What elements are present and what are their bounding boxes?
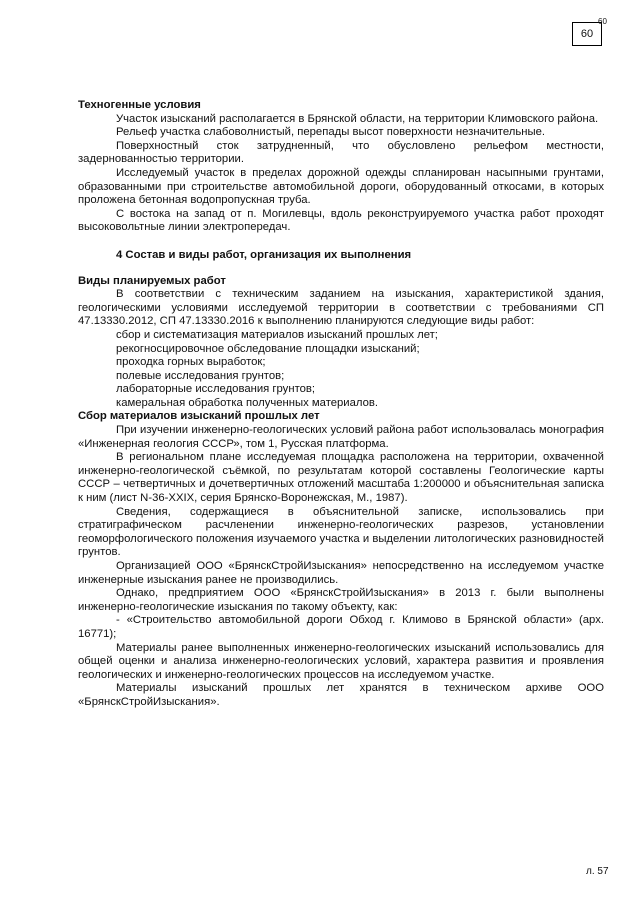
- page-number-box: 60: [572, 22, 602, 46]
- paragraph: Организацией ООО «БрянскСтройИзыскания» непосредственно на исследуемом участке инженерные изыскания ранее не производились.: [78, 560, 604, 586]
- paragraph: Участок изысканий располагается в Брянской области, на территории Климовского района.: [116, 112, 599, 125]
- paragraph: Материалы ранее выполненных инженерно-геологических изысканий использовались для общей оценки и анализа инженерно-геологических условий, характера развития и проявления геологических и инженерно-геологических процессов на исследуемом участке.: [78, 641, 604, 681]
- paragraph: Поверхностный сток затрудненный, что обусловлено рельефом местности, задернованностью территории.: [78, 139, 604, 166]
- paragraph: Материалы изысканий прошлых лет хранятся в техническом архиве ООО «БрянскСтройИзыскания».: [78, 682, 604, 708]
- list-item: полевые исследования грунтов;: [116, 369, 285, 382]
- list-item: сбор и систематизация материалов изысканий прошлых лет;: [116, 328, 438, 341]
- paragraph: В соответствии с техническим заданием на изыскания, характеристикой здания, геологическими условиями исследуемой территории в соответствии с требованиями СП 47.13330.2012, СП 47.13330.2016 к выполнению планируются следующие виды работ:: [78, 288, 604, 328]
- list-item: проходка горных выработок;: [116, 356, 266, 369]
- paragraph: Исследуемый участок в пределах дорожной одежды спланирован насыпными грунтами, образованными при строительстве автомобильной дороги, оборудованный откосами, в которых проложена бетонная водопропускная труба.: [78, 166, 604, 207]
- heading-collection: Сбор материалов изысканий прошлых лет: [78, 410, 320, 423]
- section-4-title: 4 Состав и виды работ, организация их выполнения: [116, 248, 412, 261]
- paragraph: Сведения, содержащиеся в объяснительной записке, использовались при стратиграфическом расчленении инженерно-геологических разрезов, установлении геоморфологического положения изучаемого участка и выделении литологических разновидностей грунтов.: [78, 505, 604, 559]
- paragraph: С востока на запад от п. Могилевцы, вдоль реконструируемого участка работ проходят высоковольтные линии электропередач.: [78, 207, 604, 234]
- paragraph: При изучении инженерно-геологических условий района работ использовалась монография «Инженерная геология СССР», том 1, Русская платформа.: [78, 424, 604, 450]
- list-item: лабораторные исследования грунтов;: [116, 383, 316, 396]
- paragraph: Однако, предприятием ООО «БрянскСтройИзыскания» в 2013 г. были выполнены инженерно-геологические изыскания по такому объекту, как:: [78, 587, 604, 613]
- document-body: [78, 99, 604, 710]
- list-item: рекогносцировочное обследование площадки изысканий;: [116, 342, 420, 355]
- footer-page-number: л. 57: [586, 866, 609, 877]
- page-number-superscript: 60: [598, 17, 607, 26]
- paragraph: Рельеф участка слабоволнистый, перепады высот поверхности незначительные.: [116, 126, 545, 139]
- paragraph: В региональном плане исследуемая площадка расположена на территории, охваченной инженерно-геологической съёмкой, по результатам которой составлены Геологические карты СССР – четвертичных и дочетвертичных отложений масштаба 1:200000 и объяснительная записка к ним (лист N-36-XXIX, серия Брянско-Воронежская, М., 1987).: [78, 451, 604, 505]
- list-item: камеральная обработка полученных материалов.: [116, 396, 379, 409]
- heading-technogenic: Техногенные условия: [78, 99, 201, 111]
- paragraph: - «Строительство автомобильной дороги Обход г. Климово в Брянской области» (арх. 16771);: [78, 614, 604, 640]
- heading-planned-works: Виды планируемых работ: [78, 274, 226, 287]
